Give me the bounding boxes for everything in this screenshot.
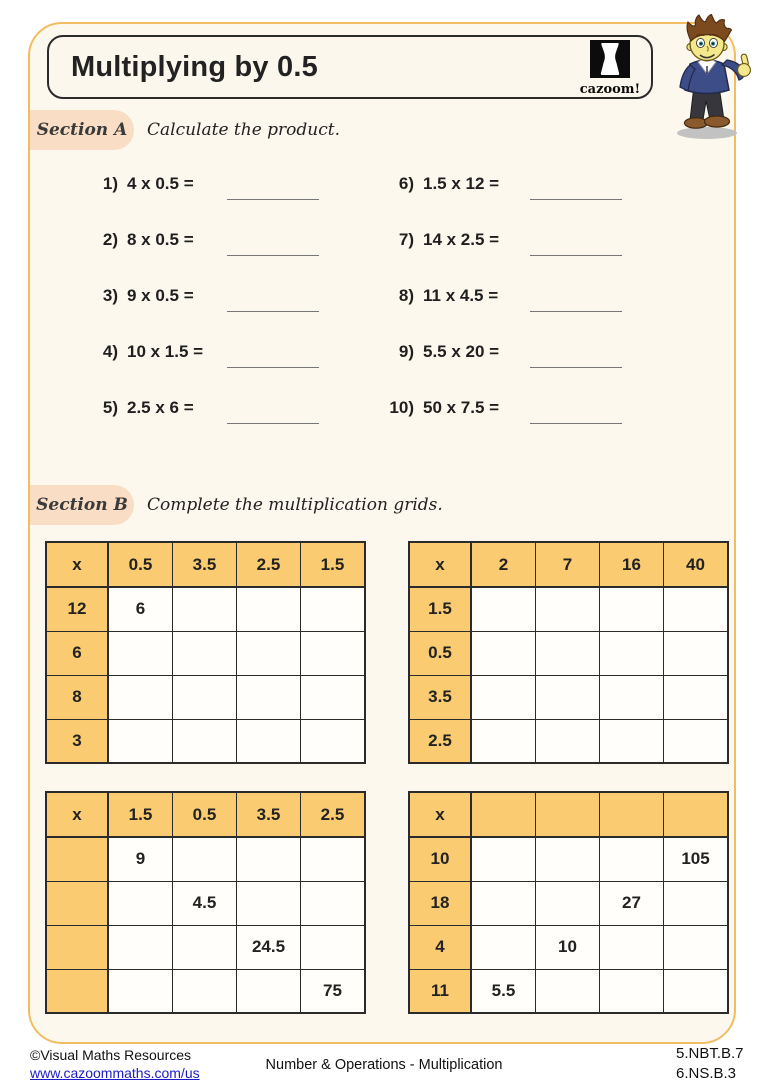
grid-empty-cell [301,837,366,881]
grid-empty-cell [664,587,729,631]
answer-blank-line [530,199,622,200]
problem-expression: 2.5 x 6 = [127,398,194,417]
grid-empty-cell [173,719,237,763]
answer-blank-line [530,367,622,368]
grid-empty-cell [536,675,600,719]
standard-code-2: 6.NS.B.3 [676,1065,737,1082]
section-a-label-text: Section A [36,120,128,140]
grid-empty-cell [471,719,536,763]
problem-row [80,174,340,230]
section-b-instruction: Complete the multiplication grids. [147,495,443,515]
grid-column-header: 0.5 [108,542,173,587]
grid-value-cell: 6 [108,587,173,631]
grid-row-header: 1.5 [409,587,471,631]
grid-empty-cell [237,881,301,925]
multiplication-grid-slot-4 [408,791,729,1014]
grid-empty-cell [664,675,729,719]
grid-row-header: 2.5 [409,719,471,763]
multiplication-grid-slot-3 [45,791,366,1014]
answer-blank-line [530,423,622,424]
grid-row-header [46,837,108,881]
grid-column-header: 1.5 [108,792,173,837]
problem-number: 6) [398,174,414,193]
grid-corner-multiply-symbol: x [46,792,108,837]
problem-number: 5) [102,398,118,417]
problem-row [376,342,636,398]
grid-value-cell: 10 [536,925,600,969]
grid-value-cell: 9 [108,837,173,881]
grid-row-header: 8 [46,675,108,719]
problem-row [376,398,636,454]
grid-empty-cell [471,631,536,675]
section-a-label [30,110,134,150]
problem-expression: 4 x 0.5 = [127,174,194,193]
mascot-illustration [650,14,764,142]
worksheet-title-box [47,35,653,99]
grid-empty-cell [536,587,600,631]
problem-row [80,286,340,342]
grid-empty-cell [600,837,664,881]
grid-empty-cell [301,881,366,925]
problems-column-right [376,174,636,454]
problem-number: 4) [102,342,118,361]
grid-row-header: 18 [409,881,471,925]
grid-empty-cell [664,631,729,675]
multiplication-grid [45,791,366,1014]
grid-row-header: 0.5 [409,631,471,675]
grid-empty-cell [173,587,237,631]
grid-row-header [46,969,108,1013]
multiplication-grid-slot-2 [408,541,729,764]
problem-number: 9) [398,342,414,361]
grid-empty-cell [600,631,664,675]
answer-blank-line [227,367,319,368]
grid-empty-cell [108,969,173,1013]
grid-column-header [664,792,729,837]
grid-empty-cell [108,631,173,675]
cazoom-logo [579,40,641,97]
problem-row [80,342,340,398]
multiplication-grid [408,541,729,764]
grid-empty-cell [301,587,366,631]
grid-empty-cell [536,881,600,925]
grid-empty-cell [600,969,664,1013]
multiplication-grid [45,541,366,764]
answer-blank-line [530,255,622,256]
answer-blank-line [227,199,319,200]
grid-column-header [600,792,664,837]
grid-empty-cell [301,631,366,675]
answer-blank-line [530,311,622,312]
grid-empty-cell [536,719,600,763]
problem-number: 1) [102,174,118,193]
answer-blank-line [227,255,319,256]
grid-empty-cell [237,719,301,763]
grid-row-header: 10 [409,837,471,881]
grid-empty-cell [301,719,366,763]
grid-empty-cell [600,925,664,969]
problem-row [376,286,636,342]
website-link[interactable]: www.cazoommaths.com/us [30,1065,200,1081]
grid-column-header: 16 [600,542,664,587]
grid-empty-cell [237,837,301,881]
problem-row [80,230,340,286]
grid-empty-cell [471,881,536,925]
section-a-instruction: Calculate the product. [147,120,340,140]
grid-empty-cell [108,925,173,969]
section-b-label [30,485,134,525]
grid-column-header: 3.5 [237,792,301,837]
copyright-text: ©Visual Maths Resources [30,1047,192,1063]
grid-empty-cell [173,837,237,881]
problem-number: 8) [398,286,414,305]
grid-empty-cell [173,969,237,1013]
problem-row [376,230,636,286]
problem-expression: 8 x 0.5 = [127,230,194,249]
grid-value-cell: 27 [600,881,664,925]
grid-value-cell: 4.5 [173,881,237,925]
multiplication-grid [408,791,729,1014]
cazoom-logo-icon [590,40,630,78]
grid-empty-cell [471,675,536,719]
multiplication-grid-slot-1 [45,541,366,764]
grid-empty-cell [600,675,664,719]
grid-column-header [536,792,600,837]
problems-column-left [80,174,340,454]
grid-empty-cell [108,675,173,719]
grid-empty-cell [108,881,173,925]
grid-empty-cell [600,719,664,763]
problem-number: 3) [102,286,118,305]
cazoom-logo-text: cazoom! [579,82,641,97]
grid-empty-cell [536,837,600,881]
grid-empty-cell [536,631,600,675]
grid-column-header: 2.5 [237,542,301,587]
grid-empty-cell [536,969,600,1013]
grid-value-cell: 75 [301,969,366,1013]
grid-empty-cell [664,925,729,969]
grid-empty-cell [471,587,536,631]
grid-empty-cell [664,881,729,925]
grid-empty-cell [173,675,237,719]
grid-column-header: 7 [536,542,600,587]
grid-empty-cell [173,631,237,675]
answer-blank-line [227,423,319,424]
grid-column-header: 3.5 [173,542,237,587]
problem-expression: 5.5 x 20 = [423,342,500,361]
grid-empty-cell [173,925,237,969]
grid-empty-cell [664,969,729,1013]
problem-expression: 9 x 0.5 = [127,286,194,305]
problem-row [80,398,340,454]
grid-value-cell: 105 [664,837,729,881]
grid-empty-cell [471,837,536,881]
grid-empty-cell [600,587,664,631]
grid-empty-cell [471,925,536,969]
grid-row-header: 11 [409,969,471,1013]
grid-value-cell: 5.5 [471,969,536,1013]
grid-column-header [471,792,536,837]
grid-empty-cell [301,675,366,719]
problem-number: 7) [398,230,414,249]
grid-empty-cell [108,719,173,763]
problem-number: 2) [102,230,118,249]
footer-standards [676,1044,744,1084]
standard-code-1: 5.NBT.B.7 [676,1045,744,1062]
grid-empty-cell [664,719,729,763]
grid-row-header [46,925,108,969]
grid-column-header: 40 [664,542,729,587]
grid-column-header: 0.5 [173,792,237,837]
worksheet-page [28,22,736,1044]
grid-row-header: 6 [46,631,108,675]
grid-empty-cell [237,969,301,1013]
answer-blank-line [227,311,319,312]
problem-expression: 50 x 7.5 = [423,398,500,417]
problem-expression: 11 x 4.5 = [423,286,499,305]
grid-empty-cell [237,631,301,675]
grid-row-header: 12 [46,587,108,631]
grid-value-cell: 24.5 [237,925,301,969]
footer-topic-text: Number & Operations - Multiplication [265,1057,503,1073]
grid-row-header: 4 [409,925,471,969]
grid-empty-cell [301,925,366,969]
grid-column-header: 2.5 [301,792,366,837]
grid-corner-multiply-symbol: x [409,542,471,587]
section-b-label-text: Section B [36,495,128,515]
problem-expression: 10 x 1.5 = [127,342,204,361]
problem-expression: 14 x 2.5 = [423,230,500,249]
problem-row [376,174,636,230]
problem-number: 10) [389,398,414,417]
grid-column-header: 2 [471,542,536,587]
grid-corner-multiply-symbol: x [46,542,108,587]
grid-row-header: 3.5 [409,675,471,719]
problem-expression: 1.5 x 12 = [423,174,500,193]
page-title: Multiplying by 0.5 [71,50,318,83]
grid-column-header: 1.5 [301,542,366,587]
grid-row-header [46,881,108,925]
grid-corner-multiply-symbol: x [409,792,471,837]
grid-row-header: 3 [46,719,108,763]
grid-empty-cell [237,675,301,719]
grid-empty-cell [237,587,301,631]
